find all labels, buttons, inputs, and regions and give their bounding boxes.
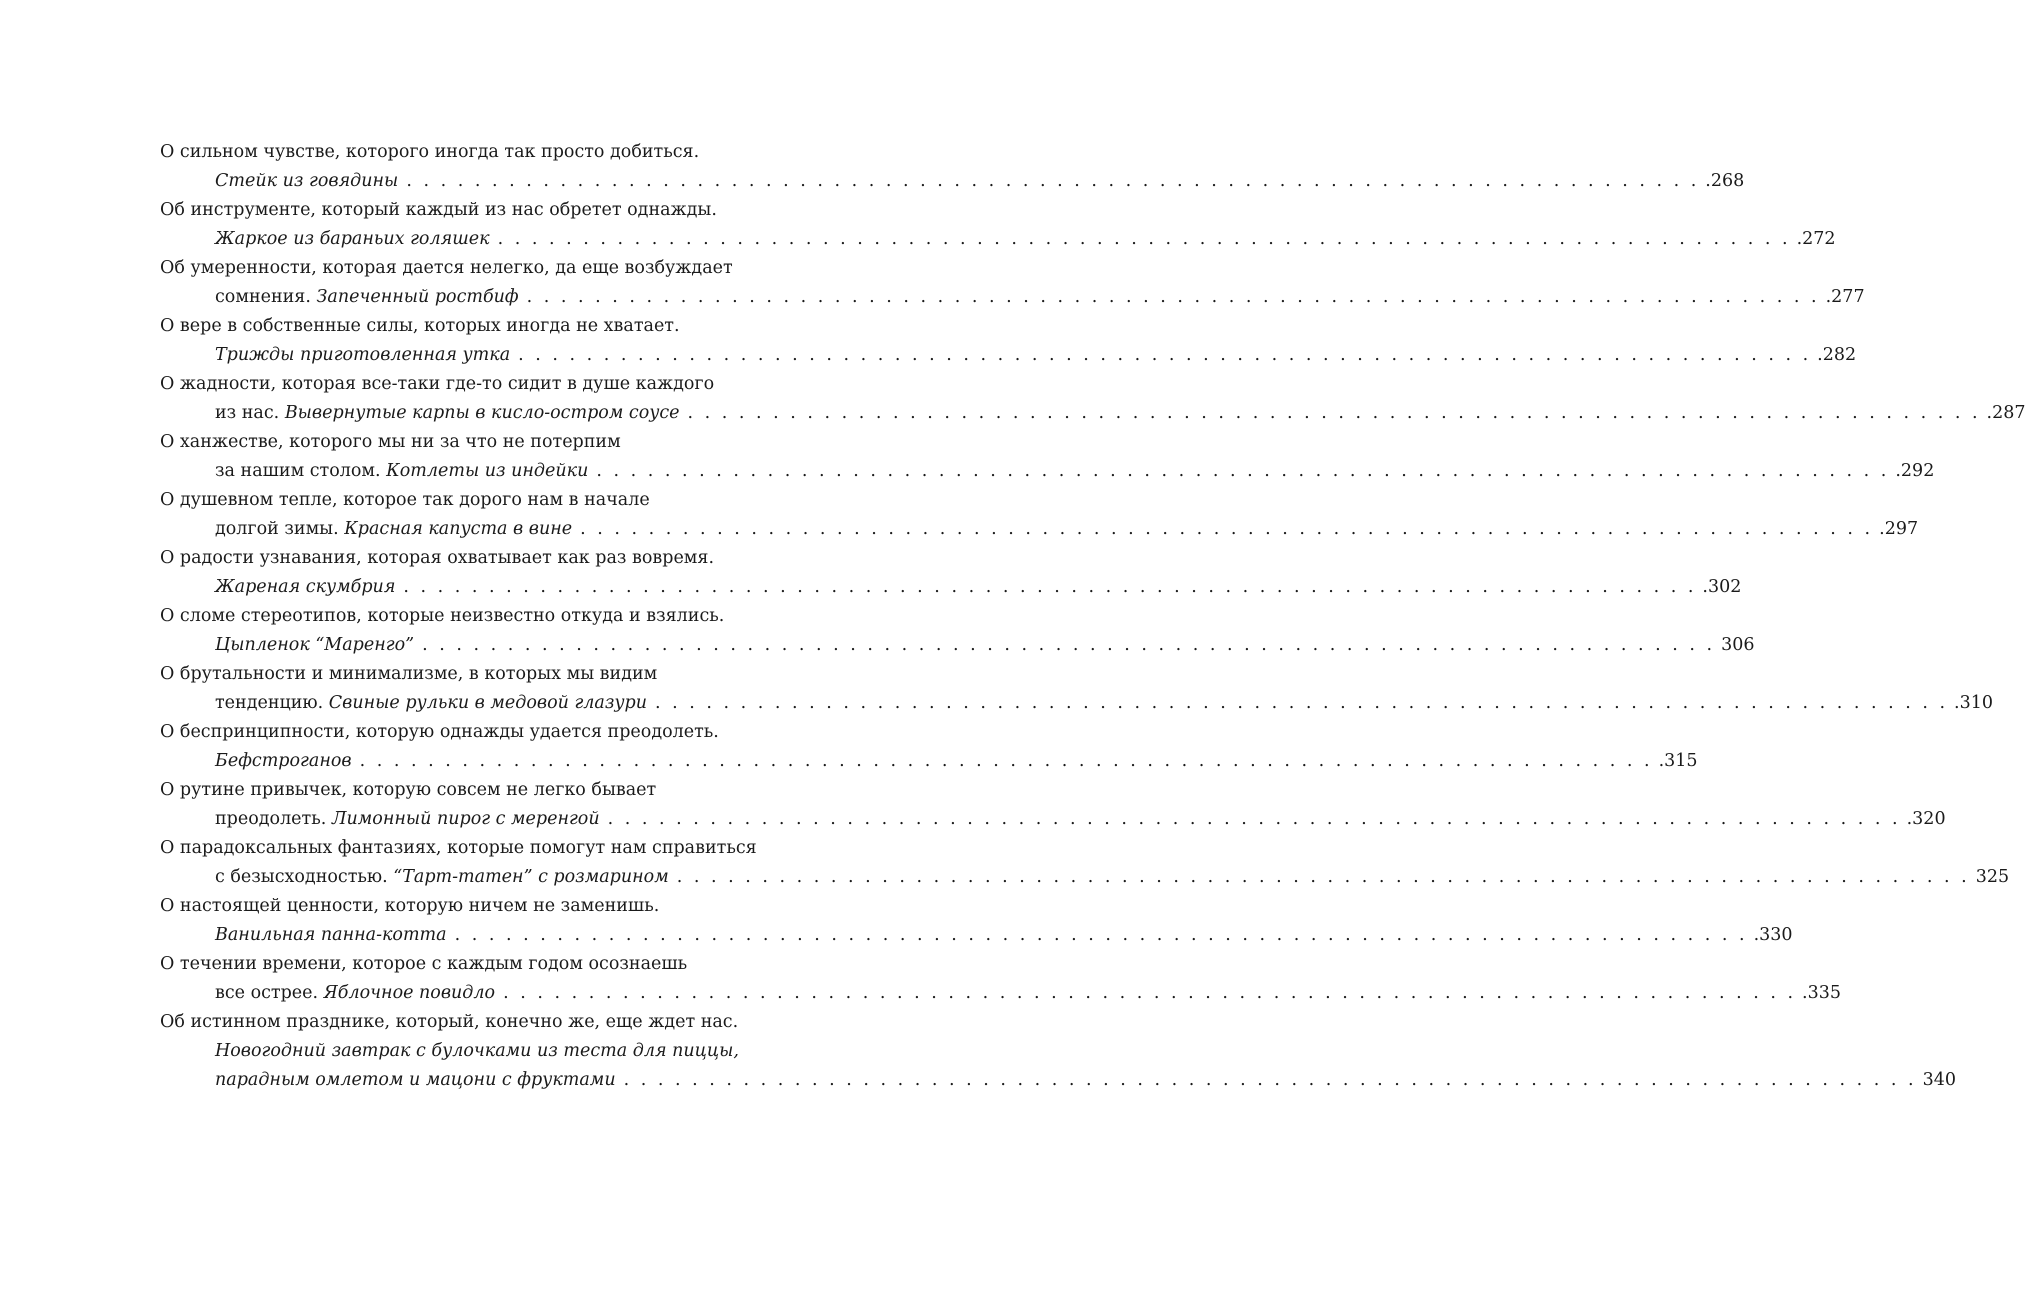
recipe-title: Цыпленок “Маренго” <box>215 635 415 655</box>
toc-entry-detail <box>215 167 1745 196</box>
dot-leader: . . . . . . . . . . . . . . . . . . . . . . . . . . . . . . . . . . . . . . . . . . . . . . . . . . . . . . . . . . . . . . . . . . . . . . . . . . . . <box>676 867 1970 887</box>
page-number: .292 <box>1895 461 1935 481</box>
recipe-title: Жаркое из бараньих голяшек <box>215 229 490 249</box>
toc-entry-detail <box>215 515 1919 544</box>
toc-entry-lead-continuation: все острее. <box>215 983 319 1003</box>
toc-entry-lead: О беспринципности, которую однажды удается преодолеть. <box>160 722 719 742</box>
dot-leader: . . . . . . . . . . . . . . . . . . . . . . . . . . . . . . . . . . . . . . . . . . . . . . . . . . . . . . . . . . . . . . . . . . . . . . . . . . . . <box>623 1070 1917 1090</box>
toc-entry-detail <box>215 921 1793 950</box>
toc-entry-lead: О брутальности и минимализме, в которых мы видим <box>160 664 658 684</box>
toc-entry <box>0 196 1836 254</box>
toc-entry-lead-continuation: тенденцию. <box>215 693 324 713</box>
recipe-title: Вывернутые карпы в кисло-остром соусе <box>284 403 680 423</box>
toc-entry <box>0 892 1793 950</box>
toc-entry-detail <box>215 979 1842 1008</box>
dot-leader: . . . . . . . . . . . . . . . . . . . . . . . . . . . . . . . . . . . . . . . . . . . . . . . . . . . . . . . . . . . . . . . . . . . . . . . . . . . . <box>422 635 1716 655</box>
page-number: .272 <box>1796 229 1836 249</box>
toc-entry-detail <box>215 805 1946 834</box>
toc-entry-lead: О рутине привычек, которую совсем не легко бывает <box>160 780 657 800</box>
toc-entry-lead: О ханжестве, которого мы ни за что не потерпим <box>160 432 621 452</box>
toc-entry-lead-continuation: преодолеть. <box>215 809 327 829</box>
recipe-title: Трижды приготовленная утка <box>215 345 511 365</box>
toc-entry-detail <box>215 457 1935 486</box>
toc-entry-detail <box>215 283 1865 312</box>
dot-leader: . . . . . . . . . . . . . . . . . . . . . . . . . . . . . . . . . . . . . . . . . . . . . . . . . . . . . . . . . . . . . . . . . . . . . . . . . . . . <box>655 693 1949 713</box>
toc-entry <box>0 776 1946 834</box>
toc-entry-lead: О радости узнавания, которая охватывает как раз вовремя. <box>160 548 715 568</box>
dot-leader: . . . . . . . . . . . . . . . . . . . . . . . . . . . . . . . . . . . . . . . . . . . . . . . . . . . . . . . . . . . . . . . . . . . . . . . . . . . . <box>503 983 1797 1003</box>
toc-entry <box>0 428 1935 486</box>
dot-leader: . . . . . . . . . . . . . . . . . . . . . . . . . . . . . . . . . . . . . . . . . . . . . . . . . . . . . . . . . . . . . . . . . . . . . . . . . . . . <box>403 577 1697 597</box>
page-number: .320 <box>1906 809 1946 829</box>
toc-entry <box>0 718 1698 776</box>
toc-entry <box>0 312 1857 370</box>
recipe-title: Свиные рульки в медовой глазури <box>328 693 648 713</box>
toc-entry <box>0 486 1919 544</box>
toc-entry-lead: Об умеренности, которая дается нелегко, да еще возбуждает <box>160 258 733 278</box>
toc-entry <box>0 602 1755 660</box>
dot-leader: . . . . . . . . . . . . . . . . . . . . . . . . . . . . . . . . . . . . . . . . . . . . . . . . . . . . . . . . . . . . . . . . . . . . . . . . . . . . <box>454 925 1748 945</box>
dot-leader: . . . . . . . . . . . . . . . . . . . . . . . . . . . . . . . . . . . . . . . . . . . . . . . . . . . . . . . . . . . . . . . . . . . . . . . . . . . . <box>687 403 1981 423</box>
toc-entry-detail <box>215 225 1836 254</box>
page-number: 340 <box>1922 1070 1956 1090</box>
toc-entry-lead: О вере в собственные силы, которых иногда не хватает. <box>160 316 680 336</box>
page-number: 325 <box>1975 867 2010 887</box>
page-number: .330 <box>1753 925 1793 945</box>
recipe-title: Запеченный ростбиф <box>316 287 519 307</box>
toc-entry-lead-continuation: из нас. <box>215 403 280 423</box>
dot-leader: . . . . . . . . . . . . . . . . . . . . . . . . . . . . . . . . . . . . . . . . . . . . . . . . . . . . . . . . . . . . . . . . . . . . . . . . . . . . <box>526 287 1820 307</box>
toc-entry <box>0 138 1745 196</box>
recipe-title: Жареная скумбрия <box>215 577 396 597</box>
dot-leader: . . . . . . . . . . . . . . . . . . . . . . . . . . . . . . . . . . . . . . . . . . . . . . . . . . . . . . . . . . . . . . . . . . . . . . . . . . . . <box>406 171 1700 191</box>
toc-entry-lead: О душевном тепле, которое так дорого нам в начале <box>160 490 650 510</box>
toc-entry <box>0 544 1742 602</box>
recipe-title: Стейк из говядины <box>215 171 399 191</box>
toc-entry-lead: О течении времени, которое с каждым годом осознаешь <box>160 954 688 974</box>
page-number: .297 <box>1879 519 1919 539</box>
toc-entry-detail <box>215 573 1742 602</box>
toc-entry-detail <box>215 631 1755 660</box>
recipe-title: Яблочное повидло <box>323 983 496 1003</box>
toc-entry-detail <box>215 399 2026 428</box>
toc-entry-lead: Об истинном празднике, который, конечно же, еще ждет нас. <box>160 1012 739 1032</box>
toc-entry-detail <box>215 1066 1956 1095</box>
recipe-title: “Тарт-татен” с розмарином <box>393 867 669 887</box>
toc-entry-lead-continuation: сомнения. <box>215 287 311 307</box>
recipe-title-continuation: парадным омлетом и мацони с фруктами <box>215 1070 616 1090</box>
toc-entry <box>0 1008 1956 1095</box>
page-number: .335 <box>1802 983 1842 1003</box>
page-number: .268 <box>1705 171 1745 191</box>
toc-entry-lead: Об инструменте, который каждый из нас обретет однажды. <box>160 200 717 220</box>
toc-entry <box>0 660 1993 718</box>
toc-entry-lead: О парадоксальных фантазиях, которые помогут нам справиться <box>160 838 757 858</box>
table-of-contents <box>0 138 2026 1095</box>
page-number: .310 <box>1954 693 1993 713</box>
dot-leader: . . . . . . . . . . . . . . . . . . . . . . . . . . . . . . . . . . . . . . . . . . . . . . . . . . . . . . . . . . . . . . . . . . . . . . . . . . . . <box>596 461 1890 481</box>
recipe-title: Новогодний завтрак с булочками из теста для пиццы, <box>215 1041 739 1061</box>
page-number: .287 <box>1986 403 2026 423</box>
dot-leader: . . . . . . . . . . . . . . . . . . . . . . . . . . . . . . . . . . . . . . . . . . . . . . . . . . . . . . . . . . . . . . . . . . . . . . . . . . . . <box>359 751 1653 771</box>
toc-entry <box>0 950 1842 1008</box>
recipe-title: Красная капуста в вине <box>344 519 573 539</box>
recipe-title: Котлеты из индейки <box>386 461 589 481</box>
page-number: .277 <box>1825 287 1865 307</box>
page-number: .282 <box>1817 345 1857 365</box>
page-number: .302 <box>1702 577 1742 597</box>
toc-entry-detail <box>215 747 1698 776</box>
toc-entry-detail <box>215 863 2010 892</box>
recipe-title: Ванильная панна-котта <box>215 925 447 945</box>
toc-entry-lead-continuation: за нашим столом. <box>215 461 381 481</box>
toc-entry <box>0 370 2026 428</box>
toc-entry-lead: О жадности, которая все-таки где-то сидит в душе каждого <box>160 374 715 394</box>
toc-entry-lead: О сильном чувстве, которого иногда так просто добиться. <box>160 142 700 162</box>
toc-entry-lead-continuation: долгой зимы. <box>215 519 339 539</box>
recipe-title: Бефстроганов <box>215 751 352 771</box>
dot-leader: . . . . . . . . . . . . . . . . . . . . . . . . . . . . . . . . . . . . . . . . . . . . . . . . . . . . . . . . . . . . . . . . . . . . . . . . . . . . <box>497 229 1791 249</box>
page-number: 306 <box>1721 635 1755 655</box>
toc-entry-lead: О настоящей ценности, которую ничем не заменишь. <box>160 896 660 916</box>
dot-leader: . . . . . . . . . . . . . . . . . . . . . . . . . . . . . . . . . . . . . . . . . . . . . . . . . . . . . . . . . . . . . . . . . . . . . . . . . . . . <box>518 345 1812 365</box>
dot-leader: . . . . . . . . . . . . . . . . . . . . . . . . . . . . . . . . . . . . . . . . . . . . . . . . . . . . . . . . . . . . . . . . . . . . . . . . . . . . <box>580 519 1874 539</box>
dot-leader: . . . . . . . . . . . . . . . . . . . . . . . . . . . . . . . . . . . . . . . . . . . . . . . . . . . . . . . . . . . . . . . . . . . . . . . . . . . . <box>607 809 1901 829</box>
toc-entry-lead-continuation: с безысходностью. <box>215 867 388 887</box>
recipe-title: Лимонный пирог с меренгой <box>331 809 600 829</box>
toc-entry-detail <box>215 341 1857 370</box>
toc-entry-lead: О сломе стереотипов, которые неизвестно откуда и взялись. <box>160 606 725 626</box>
page-number: .315 <box>1658 751 1698 771</box>
toc-entry <box>0 834 2010 892</box>
toc-entry <box>0 254 1865 312</box>
toc-entry-detail <box>215 689 1993 718</box>
